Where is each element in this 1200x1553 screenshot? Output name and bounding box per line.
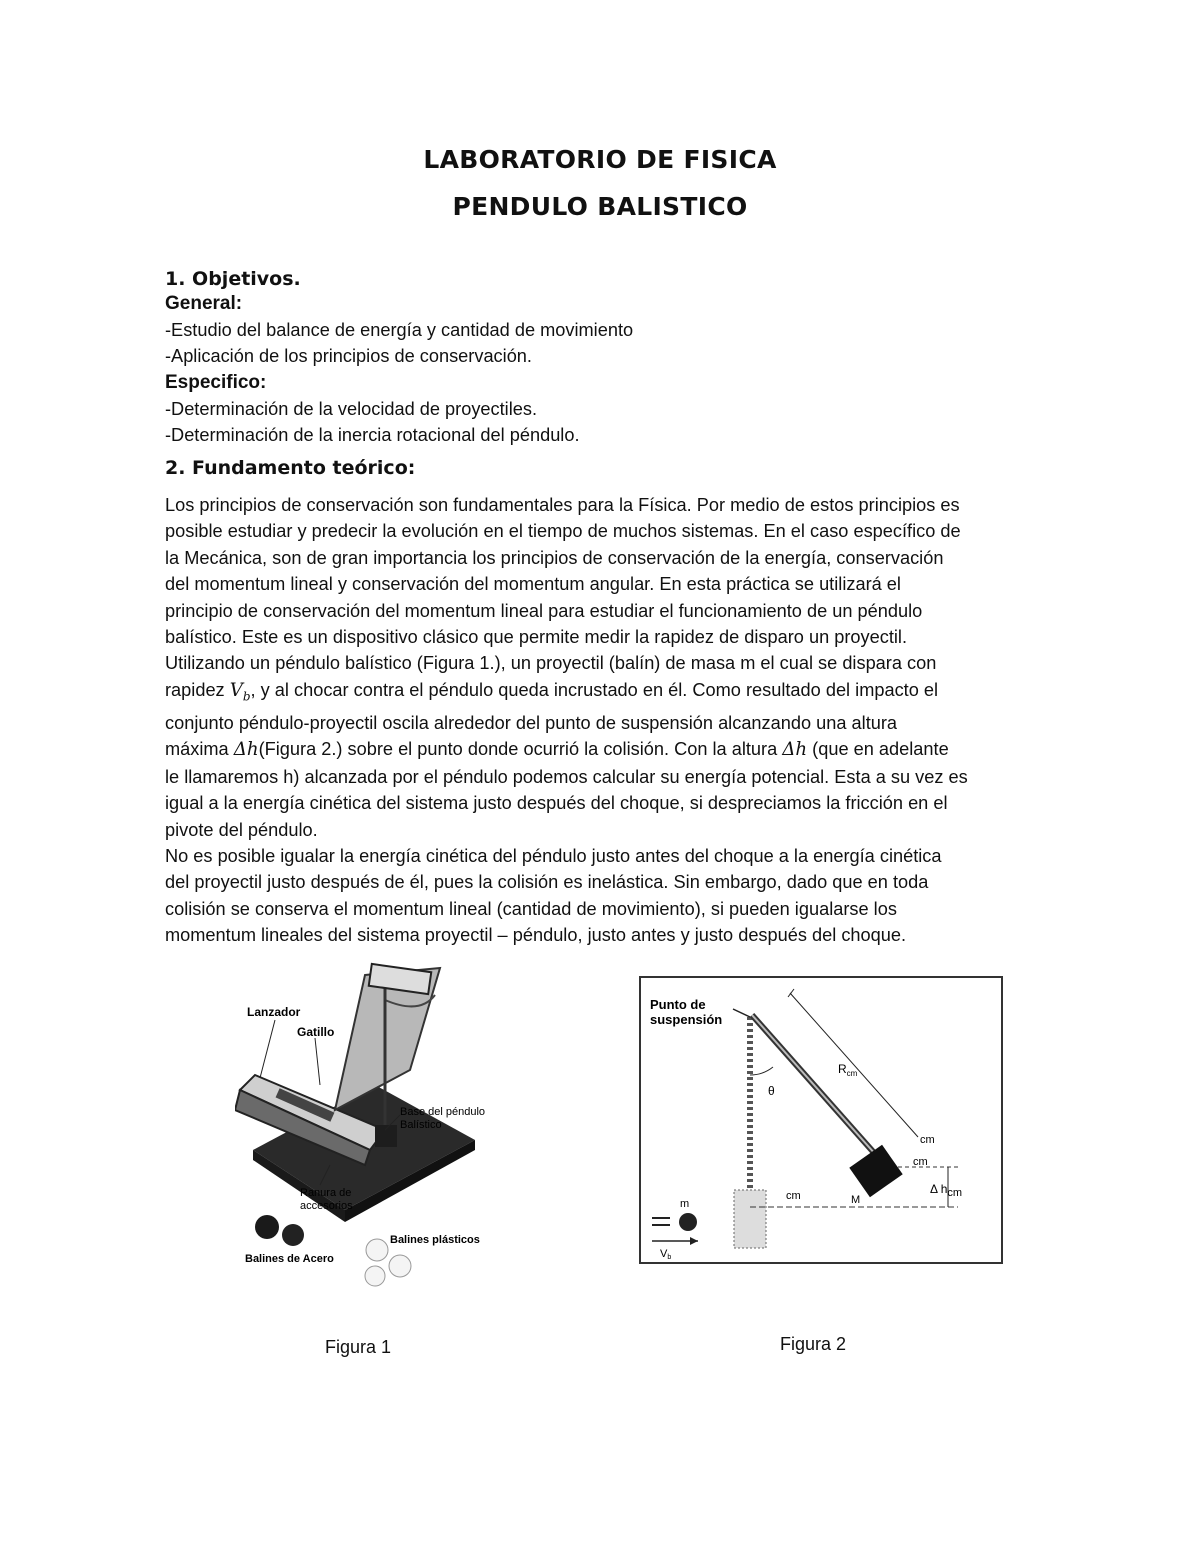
label-punto-1: Punto de (650, 997, 706, 1012)
rest-position-block (734, 1190, 766, 1248)
paragraph-line: No es posible igualar la energía cinética del péndulo justo antes del choque a la energía cinética (165, 845, 942, 866)
paragraph-line (165, 736, 1035, 763)
v-subscript: b (667, 1254, 672, 1261)
delta-h-symbol: Δh (233, 739, 259, 761)
v-letter: V (660, 1248, 668, 1260)
label-cm-2: cm (913, 1156, 928, 1168)
text-fragment: , y al chocar contra el péndulo queda incrustado en él. Como resultado del impacto el (250, 679, 939, 700)
especifico-item: -Determinación de la velocidad de proyectiles. (165, 399, 538, 419)
label-punto-2: suspensión (650, 1012, 723, 1027)
paragraph-line: del proyectil justo después de él, pues la colisión es inelástica. Sin embargo, dado que en toda (165, 872, 929, 893)
label-m: m (680, 1198, 690, 1210)
text-fragment: (que en adelante (807, 739, 949, 760)
label-theta: θ (768, 1084, 775, 1098)
paragraph-line: del momentum lineal y conservación del momentum angular. En esta práctica se utilizará el (165, 574, 901, 595)
leader-line (260, 1020, 275, 1078)
figure-2-caption: Figura 2 (780, 1334, 847, 1354)
paragraph-line: Los principios de conservación son fundamentales para la Física. Por medio de estos principios es (165, 495, 960, 515)
text-fragment: máxima (165, 739, 234, 760)
delta-h-symbol: Δh (782, 739, 808, 761)
paragraph-line: le llamaremos h) alcanzada por el péndulo podemos calcular su energía potencial. Esta a su vez es (165, 766, 968, 787)
label-cm-1: cm (920, 1134, 935, 1146)
paragraph-line: balístico. Este es un dispositivo clásico que permite medir la rapidez de disparo un proyectil. (165, 627, 908, 648)
document-subtitle: PENDULO BALISTICO (452, 192, 748, 221)
leader-line (315, 1038, 320, 1085)
label-lanzador: Lanzador (247, 1005, 301, 1019)
text-fragment: (Figura 2.) sobre el punto donde ocurrió la colisión. Con la altura (258, 739, 783, 760)
r-letter: R (838, 1062, 847, 1076)
paragraph-line: posible estudiar y predecir la evolución en el tiempo de muchos sistemas. En el caso específico de (165, 521, 961, 542)
vb-letter: V (229, 679, 243, 701)
paragraph-line: Utilizando un péndulo balístico (Figura 1.), un proyectil (balín) de masa m el cual se dispara con (165, 653, 937, 674)
general-item: -Estudio del balance de energía y cantidad de movimiento (165, 320, 634, 340)
general-item: -Aplicación de los principios de conservación. (165, 346, 532, 366)
r-subscript: cm (846, 1069, 858, 1078)
section-heading-objetivos: 1. Objetivos. (165, 268, 301, 290)
steel-ball (282, 1224, 304, 1246)
especifico-label: Especifico: (165, 372, 267, 393)
especifico-item: -Determinación de la inercia rotacional del péndulo. (165, 425, 580, 445)
text-fragment: rapidez (165, 679, 230, 700)
dh-letter: Δ h (930, 1182, 948, 1196)
paragraph-line: principio de conservación del momentum lineal para estudiar el funcionamiento de un péndulo (165, 600, 923, 621)
plastic-ball (366, 1239, 388, 1261)
label-base-2: Balístico (400, 1119, 442, 1131)
label-gatillo: Gatillo (297, 1025, 335, 1039)
vb-symbol (229, 679, 251, 704)
general-label: General: (165, 293, 243, 314)
label-ranura-2: accesorios (300, 1200, 353, 1212)
plastic-ball (365, 1266, 385, 1286)
figure-2-diagram (638, 975, 1004, 1265)
label-ranura-1: Ranura de (300, 1187, 352, 1199)
paragraph-line: conjunto péndulo-proyectil oscila alrededor del punto de suspensión alcanzando una altura (165, 712, 898, 733)
vb-subscript: b (242, 689, 251, 704)
paragraph-line: la Mecánica, son de gran importancia los principios de conservación de la energía, conservación (165, 547, 944, 568)
projectile (679, 1213, 697, 1231)
paragraph-line: igual a la energía cinética del sistema justo después del choque, si despreciamos la fricción en el (165, 793, 948, 814)
label-M: M (851, 1194, 861, 1206)
figure-1-caption: Figura 1 (325, 1337, 392, 1357)
paragraph-line: pivote del péndulo. (165, 819, 318, 840)
paragraph-line (165, 677, 1035, 710)
fundamento-paragraph (165, 492, 1035, 949)
label-balines-acero: Balines de Acero (245, 1253, 334, 1265)
document-title: LABORATORIO DE FISICA (423, 145, 777, 174)
label-base-1: Base del péndulo (400, 1106, 486, 1118)
steel-ball (255, 1215, 279, 1239)
paragraph-line: momentum lineales del sistema proyectil – péndulo, justo antes y justo después del choque. (165, 925, 907, 946)
label-balines-plasticos: Balines plásticos (390, 1234, 480, 1246)
plastic-ball (389, 1255, 411, 1277)
dh-subscript: cm (947, 1187, 963, 1199)
paragraph-line: colisión se conserva el momentum lineal (cantidad de movimiento), si pueden igualarse los (165, 898, 897, 919)
label-cm-3: cm (786, 1190, 801, 1202)
section-heading-fundamento: 2. Fundamento teórico: (165, 457, 416, 479)
figure-1-apparatus (235, 960, 515, 1290)
